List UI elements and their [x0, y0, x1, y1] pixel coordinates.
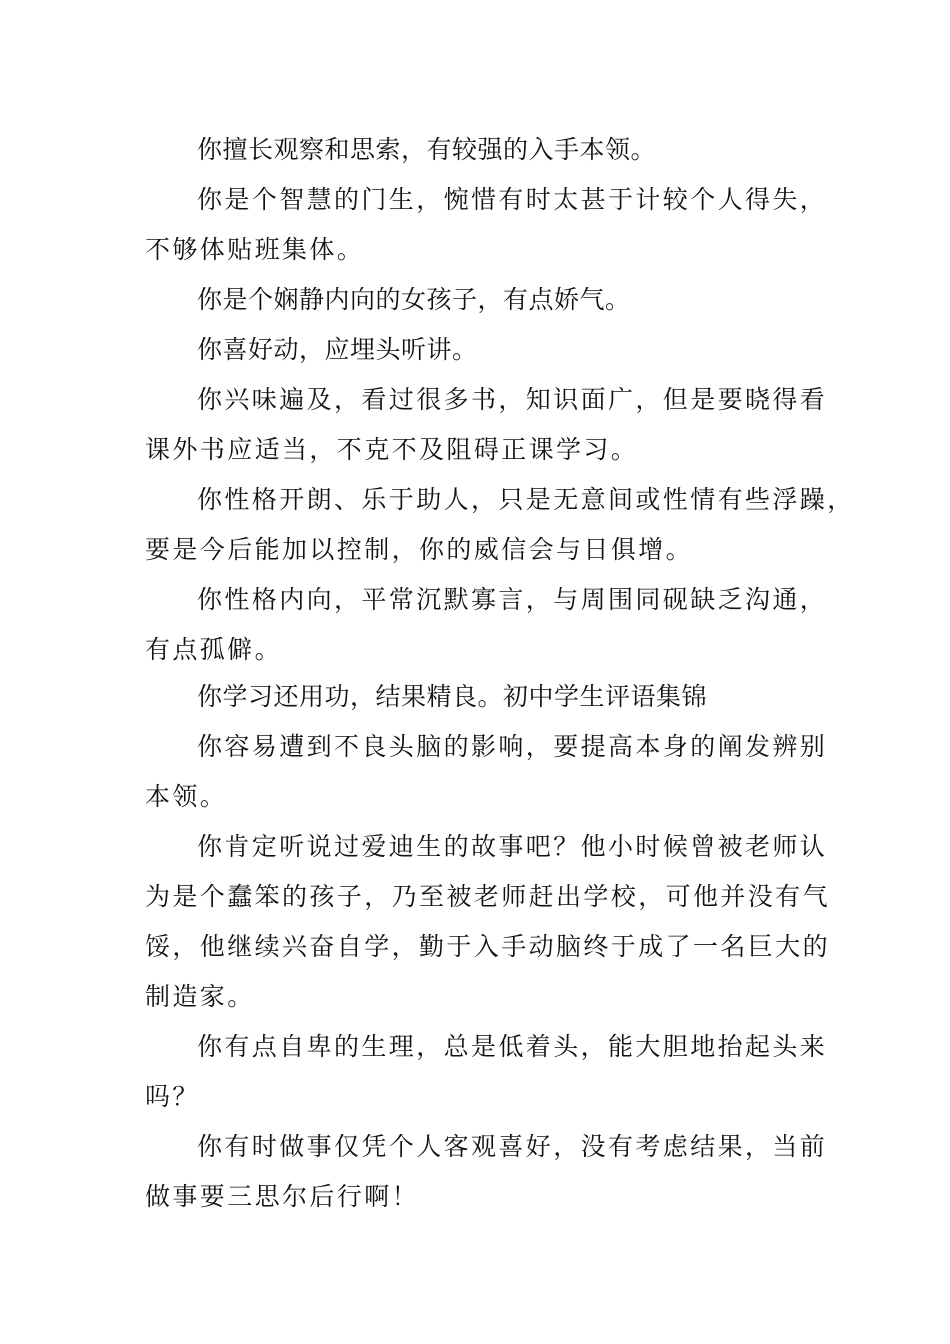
paragraph-line: 你是个娴静内向的女孩子，有点娇气。	[197, 285, 631, 314]
paragraph-7	[145, 575, 828, 675]
paragraph-line: 你学习还用功，结果精良。初中学生评语集锦	[197, 682, 708, 711]
paragraph-line: 你兴味遍及，看过很多书，知识面广，但是要晓得看	[197, 385, 828, 414]
paragraph-line: 你喜好动，应埋头听讲。	[197, 335, 478, 364]
paragraph-line: 你性格开朗、乐于助人，只是无意间或性情有些浮躁，	[197, 485, 855, 514]
paragraph-line: 馁，他继续兴奋自学，勤于入手动脑终于成了一名巨大的	[145, 932, 831, 961]
paragraph-2	[145, 175, 828, 275]
paragraph-line: 你擅长观察和思索，有较强的入手本领。	[197, 135, 657, 164]
paragraph-line: 你性格内向，平常沉默寡言，与周围同砚缺乏沟通，	[197, 585, 828, 614]
paragraph-6	[145, 475, 855, 575]
paragraph-line: 你肯定听说过爱迪生的故事吧？他小时候曾被老师认	[197, 832, 828, 861]
paragraph-line: 吗？	[145, 1082, 200, 1111]
paragraph-line: 你容易遭到不良头脑的影响，要提高本身的阐发辨别	[197, 732, 828, 761]
paragraph-line: 本领。	[145, 782, 228, 811]
paragraph-3	[145, 275, 815, 325]
paragraph-11	[145, 1022, 828, 1122]
paragraph-line: 你有时做事仅凭个人客观喜好，没有考虑结果，当前	[197, 1132, 828, 1161]
paragraph-10	[145, 822, 831, 1022]
paragraph-line: 制造家。	[145, 982, 255, 1011]
paragraph-1	[145, 125, 815, 175]
paragraph-4	[145, 325, 815, 375]
paragraph-line: 做事要三思尔后行啊！	[145, 1182, 420, 1211]
paragraph-line: 要是今后能加以控制，你的威信会与日俱增。	[145, 535, 694, 564]
paragraph-9	[145, 722, 828, 822]
paragraph-line: 你是个智慧的门生，惋惜有时太甚于计较个人得失，	[197, 185, 828, 214]
paragraph-line: 课外书应适当，不克不及阻碍正课学习。	[145, 435, 639, 464]
paragraph-5	[145, 375, 828, 475]
paragraph-line: 不够体贴班集体。	[145, 235, 365, 264]
paragraph-8	[145, 672, 815, 722]
paragraph-12	[145, 1122, 828, 1222]
paragraph-line: 为是个蠢笨的孩子，乃至被老师赶出学校，可他并没有气	[145, 882, 831, 911]
paragraph-line: 你有点自卑的生理，总是低着头，能大胆地抬起头来	[197, 1032, 828, 1061]
paragraph-line: 有点孤僻。	[145, 635, 283, 664]
